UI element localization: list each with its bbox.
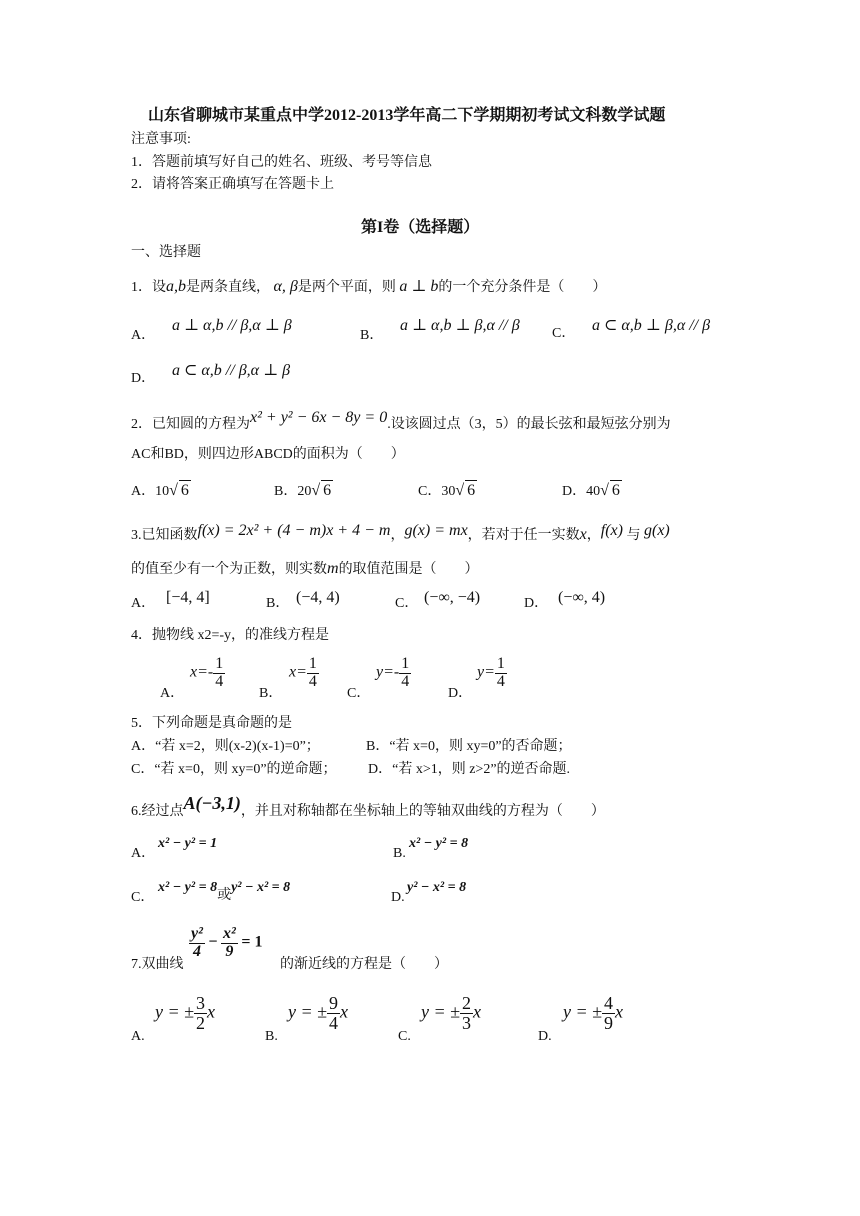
q2-option-d-coef: 40 — [586, 484, 601, 499]
q4-option-a-label: A． — [160, 686, 185, 701]
q7-option-b — [288, 994, 348, 1033]
q7-option-b-label: B. — [265, 1029, 278, 1044]
question-5-stem: 5．下列命题是真命题的是 — [131, 716, 292, 731]
numerator: 1 — [401, 655, 410, 672]
q7-equals: = 1 — [241, 933, 263, 951]
q6-option-c-1: x² − y² = 8 — [158, 880, 218, 895]
q1-option-d-label: D． — [131, 371, 156, 386]
q1-option-c: a ⊂ α,b ⊥ β,α // β — [592, 317, 711, 334]
numerator: 1 — [308, 655, 317, 672]
question-4-stem: 4．抛物线 x2=-y，的准线方程是 — [131, 628, 330, 643]
q5-option-d: D．“若 x>1，则 z>2”的逆否命题. — [368, 762, 571, 777]
q7-option-c — [421, 994, 481, 1033]
lhs: y = ± — [421, 1001, 461, 1022]
q1-option-b: a ⊥ α,b ⊥ β,α // β — [400, 317, 520, 334]
numerator: y² — [191, 925, 203, 942]
q1-alpha-beta: α, β — [273, 278, 298, 295]
q6-option-d-label: D. — [391, 890, 405, 905]
q5-option-a: A．“若 x=2，则(x-2)(x-1)=0”； — [131, 739, 320, 754]
q4-option-b-lhs: x= — [289, 663, 307, 681]
page-title: 山东省聊城市某重点中学2012-2013学年高二下学期期初考试文科数学试题 — [148, 107, 666, 124]
variable: x — [340, 1001, 349, 1022]
q6-option-c-2: y² − x² = 8 — [231, 880, 291, 895]
q6-option-a-label: A． — [131, 846, 156, 861]
q3-comma: ， — [390, 528, 405, 543]
q4-option-b-label: B． — [259, 686, 283, 701]
fraction — [602, 994, 615, 1033]
denominator: 4 — [401, 672, 410, 690]
question-1-stem — [131, 277, 606, 297]
numerator: 1 — [215, 655, 224, 672]
q3-option-c: (−∞, −4) — [424, 589, 481, 606]
sqrt-sign: √ — [169, 482, 178, 499]
q2-option-b-radicand: 6 — [323, 482, 332, 499]
q6-option-c-label: C． — [131, 890, 155, 905]
q7-equation — [189, 926, 262, 961]
q3-line2b: 的取值范围是（ ） — [338, 562, 479, 577]
notes-item-2: 2．请将答案正确填写在答题卡上 — [131, 177, 334, 192]
denominator: 9 — [225, 942, 234, 960]
q1-cond: a ⊥ b — [399, 278, 439, 295]
question-3-stem — [131, 522, 670, 545]
q6-option-b: x² − y² = 8 — [409, 836, 469, 851]
sqrt-sign: √ — [600, 482, 609, 499]
q3-pre: 3.已知函数 — [131, 528, 198, 543]
q2-option-c-radicand: 6 — [467, 482, 476, 499]
q3-x: x — [579, 526, 587, 543]
q6-option-c-or: 或 — [217, 888, 232, 903]
q1-post: 的一个充分条件是（ ） — [438, 280, 607, 295]
q1-option-d: a ⊂ α,b // β,α ⊥ β — [172, 362, 291, 379]
notes-item-1: 1．答题前填写好自己的姓名、班级、考号等信息 — [131, 155, 432, 170]
q7-option-a — [155, 994, 215, 1033]
fraction — [460, 994, 473, 1033]
q4-option-d — [477, 656, 507, 691]
q6-option-a: x² − y² = 1 — [158, 836, 218, 851]
q3-g: g(x) = mx — [404, 522, 468, 539]
q6-option-c — [158, 880, 291, 903]
q4-option-d-label: D． — [448, 686, 473, 701]
lhs: y = ± — [288, 1001, 328, 1022]
q3-option-a: [−4, 4] — [166, 589, 210, 606]
q3-line2a: 的值至少有一个为正数，则实数 — [131, 562, 327, 577]
q2-option-d — [562, 480, 622, 501]
q2-line-2: AC和BD，则四边形ABCD的面积为（ ） — [131, 447, 405, 462]
q3-option-d-label: D． — [524, 596, 549, 611]
denominator: 4 — [308, 672, 317, 690]
q3-comma2: ， — [586, 528, 601, 543]
denominator: 2 — [196, 1012, 206, 1033]
q5-option-b: B．“若 x=0，则 xy=0”的否命题； — [366, 739, 572, 754]
numerator: x² — [223, 925, 236, 942]
q1-option-a-label: A． — [131, 328, 156, 343]
q4-option-c-lhs: y=- — [376, 663, 400, 681]
q7-fraction-2 — [221, 926, 238, 961]
numerator: 9 — [329, 993, 339, 1013]
section-title: 第I卷（选择题） — [361, 219, 480, 236]
fraction — [194, 994, 207, 1033]
q2-pre: 2．已知圆的方程为 — [131, 417, 250, 432]
q6-post: ，并且对称轴都在坐标轴上的等轴双曲线的方程为（ ） — [240, 804, 605, 819]
q2-option-d-label: D． — [562, 484, 587, 499]
q4-option-a-fraction — [213, 656, 225, 691]
q2-post: .设该圆过点（3，5）的最长弦和最短弦分别为 — [387, 417, 671, 432]
q2-equation: x² + y² − 6x − 8y = 0 — [250, 409, 388, 426]
q2-option-b-label: B． — [274, 484, 298, 499]
notes-header: 注意事项: — [131, 132, 191, 147]
variable: x — [473, 1001, 482, 1022]
q2-option-a-label: A． — [131, 484, 156, 499]
q1-ab: a,b — [166, 278, 186, 295]
q7-minus: − — [208, 933, 218, 951]
q7-option-d — [563, 994, 623, 1033]
denominator: 4 — [496, 672, 505, 690]
q2-option-a-coef: 10 — [155, 484, 170, 499]
fraction — [327, 994, 340, 1033]
q4-option-a — [190, 656, 225, 691]
denominator: 4 — [215, 672, 224, 690]
q2-option-c-label: C． — [418, 484, 442, 499]
q6-option-b-label: B. — [393, 846, 406, 861]
q7-option-a-label: A. — [131, 1029, 145, 1044]
question-6-stem — [131, 793, 605, 821]
denominator: 3 — [462, 1012, 472, 1033]
variable: x — [615, 1001, 624, 1022]
q6-option-d: y² − x² = 8 — [407, 880, 467, 895]
q2-option-d-radicand: 6 — [611, 482, 620, 499]
q3-option-c-label: C． — [395, 596, 419, 611]
q7-post: 的渐近线的方程是（ ） — [280, 957, 448, 972]
q3-f: f(x) = 2x² + (4 − m)x + 4 − m — [197, 522, 391, 539]
q7-option-c-label: C. — [398, 1029, 411, 1044]
q6-point: A(−3,1) — [183, 793, 241, 813]
q1-option-c-label: C． — [552, 326, 576, 341]
q4-option-b-fraction — [307, 656, 319, 691]
q1-option-a: a ⊥ α,b // β,α ⊥ β — [172, 317, 292, 334]
q3-option-d: (−∞, 4) — [558, 589, 606, 606]
q4-option-d-fraction — [495, 656, 507, 691]
q3-gx: g(x) — [643, 522, 670, 539]
denominator: 4 — [329, 1012, 339, 1033]
q3-option-b-label: B． — [266, 596, 290, 611]
question-2-stem — [131, 409, 671, 434]
q7-fraction-1 — [189, 926, 205, 961]
q7-option-d-label: D. — [538, 1029, 552, 1044]
part-title: 一、选择题 — [131, 245, 201, 260]
lhs: y = ± — [563, 1001, 603, 1022]
sqrt-sign: √ — [455, 482, 465, 499]
q4-option-c-fraction — [399, 656, 411, 691]
q4-option-c — [376, 656, 411, 691]
q4-option-b — [289, 656, 319, 691]
q2-option-c — [418, 480, 477, 501]
denominator: 4 — [192, 942, 201, 960]
q1-mid1: 是两条直线， — [186, 280, 270, 295]
lhs: y = ± — [155, 1001, 195, 1022]
numerator: 4 — [604, 993, 614, 1013]
q1-option-b-label: B． — [360, 328, 384, 343]
q2-option-a — [131, 480, 191, 501]
sqrt-sign: √ — [311, 482, 321, 499]
q6-pre: 6.经过点 — [131, 804, 184, 819]
q3-m: m — [327, 560, 339, 577]
q3-option-b: (−4, 4) — [296, 589, 340, 606]
variable: x — [207, 1001, 216, 1022]
q2-option-b-coef: 20 — [297, 484, 312, 499]
q1-mid2: 是两个平面，则 — [297, 280, 396, 295]
q4-option-a-lhs: x=- — [190, 663, 214, 681]
q4-option-d-lhs: y= — [477, 663, 495, 681]
numerator: 3 — [196, 993, 206, 1013]
q5-option-c: C．“若 x=0，则 xy=0”的逆命题； — [131, 762, 337, 777]
q3-fx: f(x) — [600, 522, 623, 539]
q2-option-c-coef: 30 — [441, 484, 456, 499]
numerator: 1 — [496, 655, 505, 672]
denominator: 9 — [604, 1012, 614, 1033]
q2-option-a-radicand: 6 — [180, 482, 189, 499]
q7-pre: 7.双曲线 — [131, 957, 184, 972]
q3-mid: ，若对于任一实数 — [467, 528, 580, 543]
q1-pre: 1．设 — [131, 280, 166, 295]
q3-line-2 — [131, 559, 479, 579]
q3-option-a-label: A． — [131, 596, 156, 611]
numerator: 2 — [462, 993, 472, 1013]
q4-option-c-label: C． — [347, 686, 371, 701]
q3-and: 与 — [626, 528, 641, 543]
q2-option-b — [274, 480, 333, 501]
